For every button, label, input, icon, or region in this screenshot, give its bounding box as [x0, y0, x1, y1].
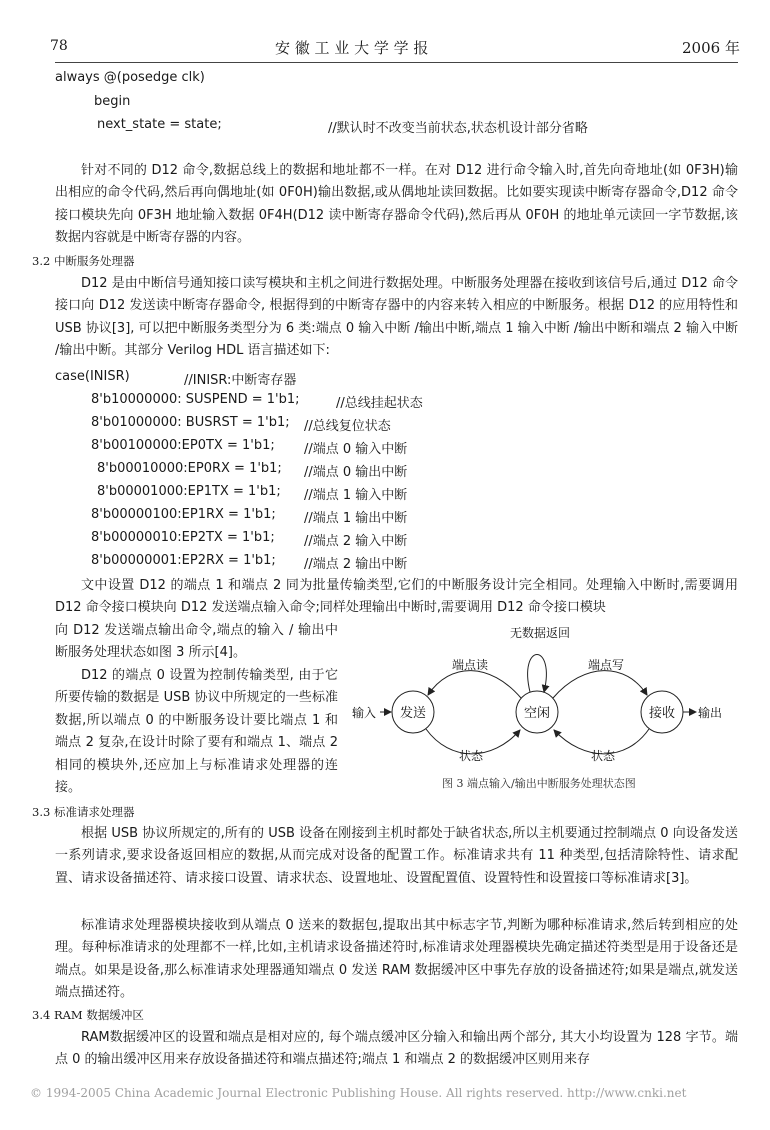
status-right-label: 状态	[590, 749, 616, 763]
paragraph-2: D12 是由中断信号通知接口读写模块和主机之间进行数据处理。中断服务处理器在接收到该信号后,通过 D12 命令接口向 D12 发送读中断寄存器命令, 根据得到的中断寄存器中的内容来转入相应的中断服务。根据 D12 的应用特性和 USB 协议[3], 可以把中断服务类型分为 6 类:端点 0 输入中断 /输出中断,端点 1 输入中断 /输出中断和端点 2 输入中断 /输出中断。其部分 Verilog HDL 语言描述如下:	[55, 276, 738, 359]
status-left-label: 状态	[458, 749, 484, 763]
code-line: begin	[94, 94, 131, 109]
code-comment: //端点 1 输入中断	[304, 488, 408, 503]
endpoint-read-label: 端点读	[451, 658, 489, 672]
page-number: 78	[50, 38, 68, 54]
state-receive-label: 接收	[648, 706, 676, 721]
code-line: next_state = state;	[97, 117, 222, 132]
copyright-footer: © 1994-2005 China Academic Journal Electronic Publishing House. All rights reserved. http://www.cnki.net	[30, 1086, 687, 1100]
paragraph-3-continued: 向 D12 发送端点输出命令,端点的输入 / 输出中断服务处理状态如图 3 所示[4]。	[55, 623, 338, 661]
journal-title: 安 徽 工 业 大 学 学 报	[275, 39, 429, 57]
code-comment: //总线挂起状态	[336, 396, 423, 411]
endpoint-read-arrow	[428, 671, 521, 698]
code-line: 8'b00000010:EP2TX = 1'b1;	[91, 530, 275, 545]
state-idle-label: 空闲	[523, 706, 551, 721]
no-data-return-label: 无数据返回	[509, 626, 571, 640]
paragraph-5: 根据 USB 协议所规定的,所有的 USB 设备在刚接到主机时都处于缺省状态,所以主机要通过控制端点 0 向设备发送一系列请求,要求设备返回相应的数据,从而完成对设备的配置工作。标准请求共有 11 种类型,包括清除特性、请求配置、请求设备描述符、请求接口设置、请求状态、设置地址、设置配置值、设置特性和设置接口等标准请求[3]。	[55, 826, 738, 886]
paragraph-7: RAM数据缓冲区的设置和端点是相对应的, 每个端点缓冲区分输入和输出两个部分, 其大小均设置为 128 字节。端点 0 的输出缓冲区用来存放设备描述符和端点描述符;端点 1 和端点 2 的数据缓冲区则用来存	[55, 1030, 738, 1068]
code-comment: //端点 1 输出中断	[304, 511, 408, 526]
state-diagram	[340, 622, 740, 797]
code-comment: //INISR:中断寄存器	[184, 373, 297, 388]
paragraph-4: D12 的端点 0 设置为控制传输类型, 由于它所要传输的数据是 USB 协议中所规定的一些标准数据,所以端点 0 的中断服务设计要比端点 1 和端点 2 复杂,在设计时除了要有和端点 1、端点 2 相同的模块外,还应加上与标准请求处理器的连接。	[55, 668, 338, 796]
code-comment: //端点 2 输入中断	[304, 534, 408, 549]
state-send-label: 发送	[399, 706, 427, 721]
code-line: 8'b00000001:EP2RX = 1'b1;	[91, 553, 276, 568]
section-heading-3-3: 3.3 标准请求处理器	[32, 805, 135, 819]
code-line: 8'b00010000:EP0RX = 1'b1;	[97, 461, 282, 476]
header-rule	[55, 62, 738, 63]
code-line: 8'b00001000:EP1TX = 1'b1;	[97, 484, 281, 499]
code-comment: //总线复位状态	[304, 419, 391, 434]
paragraph-6: 标准请求处理器模块接收到从端点 0 送来的数据包,提取出其中标志字节,判断为哪种标准请求,然后转到相应的处理。每种标准请求的处理都不一样,比如,主机请求设备描述符时,标准请求处理器模块先确定描述符类型是用于设备还是端点。如果是设备,那么标准请求处理器通知端点 0 发送 RAM 数据缓冲区中事先存放的设备描述符;如果是端点,就发送端点描述符。	[55, 918, 738, 1001]
code-line: 8'b10000000: SUSPEND = 1'b1;	[91, 392, 300, 407]
code-comment: //端点 2 输出中断	[304, 557, 408, 572]
paragraph-1: 针对不同的 D12 命令,数据总线上的数据和地址都不一样。在对 D12 进行命令输入时,首先向奇地址(如 0F3H)输出相应的命令代码,然后再向偶地址(如 0F0H)输出数据,或从偶地址读回数据。比如要实现读中断寄存器命令,D12 命令接口模块先向 0F3H 地址输入数据 0F4H(D12 读中断寄存器命令代码),然后再从 0F0H 的地址单元读回一字节数据,该数据内容就是中断寄存器的内容。	[55, 163, 738, 246]
input-label: 输入	[352, 706, 377, 720]
code-line: 8'b00100000:EP0TX = 1'b1;	[91, 438, 275, 453]
output-label: 输出	[698, 706, 723, 720]
paragraph-3: 文中设置 D12 的端点 1 和端点 2 同为批量传输类型,它们的中断服务设计完全相同。处理输入中断时,需要调用 D12 命令接口模块向 D12 发送端点输入命令;同样处理输出中断时,需要调用 D12 命令接口模块	[55, 578, 738, 616]
code-line: always @(posedge clk)	[55, 70, 205, 85]
code-line: 8'b01000000: BUSRST = 1'b1;	[91, 415, 290, 430]
no-data-return-arrow	[528, 655, 547, 693]
figure-caption: 图 3 端点输入/输出中断服务处理状态图	[442, 777, 636, 790]
section-heading-3-2: 3.2 中断服务处理器	[32, 254, 135, 268]
code-comment: //端点 0 输出中断	[304, 465, 408, 480]
code-comment: //端点 0 输入中断	[304, 442, 408, 457]
code-line: 8'b00000100:EP1RX = 1'b1;	[91, 507, 276, 522]
endpoint-write-label: 端点写	[587, 658, 625, 672]
section-heading-3-4: 3.4 RAM 数据缓冲区	[32, 1008, 144, 1022]
year: 2006 年	[682, 39, 740, 57]
code-comment: //默认时不改变当前状态,状态机设计部分省略	[328, 121, 588, 136]
endpoint-write-arrow	[553, 671, 647, 698]
code-line: case(INISR)	[55, 369, 130, 384]
